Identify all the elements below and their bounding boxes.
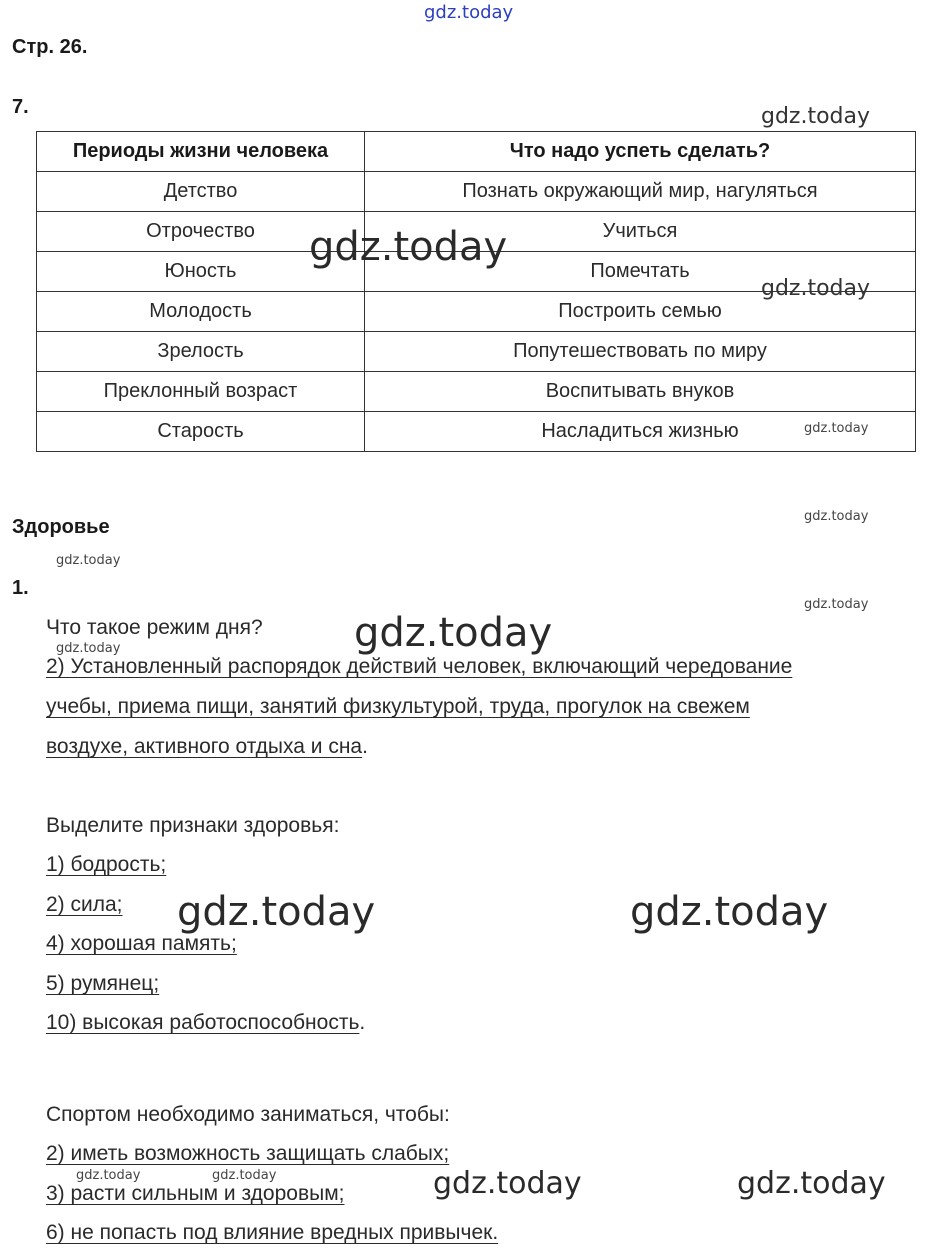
answer-line-last: 10) высокая работоспособность. [46, 1011, 366, 1034]
answer-text: воздухе, активного отдыха и сна [46, 735, 363, 758]
watermark: gdz.today [804, 421, 869, 436]
watermark: gdz.today [76, 1168, 141, 1183]
watermark: gdz.today [309, 224, 508, 270]
page-label: Стр. 26. [12, 36, 88, 58]
watermark: gdz.today [56, 553, 121, 568]
watermark: gdz.today [737, 1166, 886, 1201]
todo-cell: Воспитывать внуков [365, 372, 916, 412]
task-number: 1. [12, 577, 29, 599]
watermark: gdz.today [804, 509, 869, 524]
todo-cell: Попутешествовать по миру [365, 332, 916, 372]
watermark: gdz.today [804, 597, 869, 612]
answer-line: 2) иметь возможность защищать слабых; [46, 1142, 450, 1165]
answer-line: 2) Установленный распорядок действий человек, включающий чередование [46, 655, 793, 678]
watermark: gdz.today [761, 276, 871, 301]
watermark: gdz.today [212, 1168, 277, 1183]
todo-cell: Познать окружающий мир, нагуляться [365, 172, 916, 212]
answer-line: 5) румянец; [46, 972, 160, 995]
answer-line: 6) не попасть под влияние вредных привычек. [46, 1221, 499, 1244]
watermark: gdz.today [56, 641, 121, 656]
question-text: Что такое режим дня? [46, 616, 263, 639]
period-cell: Старость [37, 412, 365, 452]
watermark: gdz.today [424, 2, 514, 23]
todo-cell: Помечтать [365, 252, 916, 292]
answer-line: учебы, приема пищи, занятий физкультурой, труда, прогулок на свежем [46, 695, 750, 718]
watermark: gdz.today [630, 889, 829, 935]
header-todo: Что надо успеть сделать? [365, 132, 916, 172]
answer-line: 4) хорошая память; [46, 932, 237, 955]
watermark: gdz.today [354, 610, 553, 656]
todo-cell: Учиться [365, 212, 916, 252]
answer-text: 10) высокая работоспособность [46, 1011, 360, 1034]
table-row [37, 412, 916, 452]
table-row [37, 372, 916, 412]
answer-line: 3) расти сильным и здоровым; [46, 1182, 345, 1205]
watermark: gdz.today [433, 1166, 582, 1201]
answer-line-last: воздухе, активного отдыха и сна. [46, 735, 368, 758]
todo-cell: Построить семью [365, 292, 916, 332]
header-periods: Периоды жизни человека [37, 132, 365, 172]
period-cell: Зрелость [37, 332, 365, 372]
table-row [37, 332, 916, 372]
period-cell: Преклонный возраст [37, 372, 365, 412]
period-cell: Молодость [37, 292, 365, 332]
period-cell: Детство [37, 172, 365, 212]
task-number: 7. [12, 96, 29, 118]
period-cell: Отрочество [37, 212, 365, 252]
table-row [37, 172, 916, 212]
table-header-row [37, 132, 916, 172]
todo-cell: Насладиться жизнью [365, 412, 916, 452]
answer-line: 1) бодрость; [46, 853, 167, 876]
answer-line: 2) сила; [46, 893, 123, 916]
question-text: Спортом необходимо заниматься, чтобы: [46, 1103, 450, 1126]
watermark: gdz.today [761, 104, 871, 129]
section-title: Здоровье [12, 516, 110, 538]
question-text: Выделите признаки здоровья: [46, 814, 340, 837]
watermark: gdz.today [177, 889, 376, 935]
period-cell: Юность [37, 252, 365, 292]
